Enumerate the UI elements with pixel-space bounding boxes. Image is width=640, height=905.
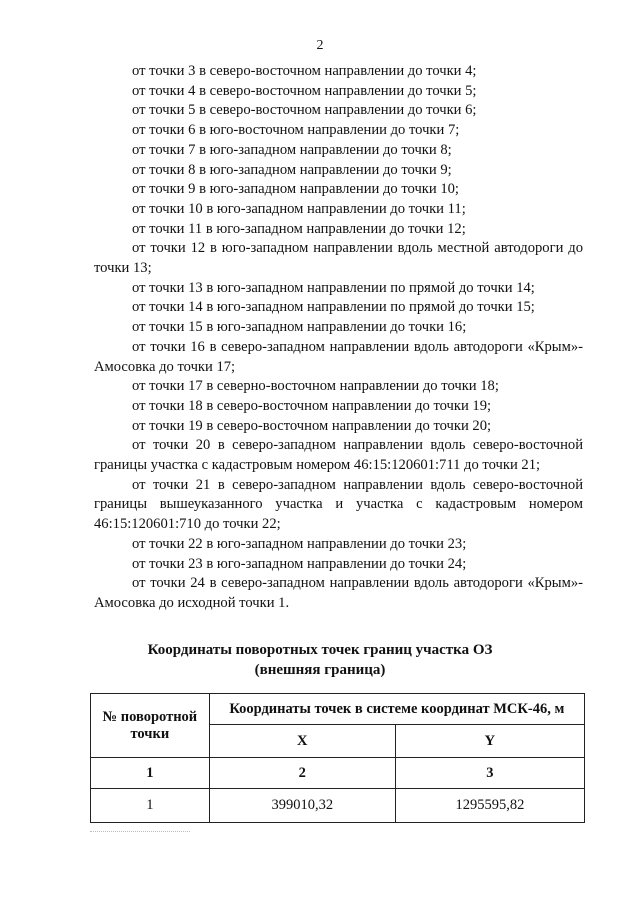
paragraph: от точки 11 в юго-западном направлении до точки 12; [132, 220, 466, 237]
paragraph: от точки 7 в юго-западном направлении до точки 8; [132, 141, 452, 158]
coordinates-table [90, 693, 585, 823]
paragraph: от точки 21 в северо-западном направлении вдоль северо-восточной границы вышеуказанного участка и участка с кадастровым номером 46:15:120601:710 до точки 22; [94, 476, 583, 533]
coordinates-header: Координаты точек в системе координат МСК-46, м [209, 694, 584, 725]
index-cell: 2 [209, 758, 395, 789]
index-cell: 1 [91, 758, 210, 789]
paragraph: от точки 10 в юго-западном направлении до точки 11; [132, 200, 466, 217]
paragraph: от точки 19 в северо-восточном направлении до точки 20; [132, 417, 492, 434]
point-number-header: № поворотной точки [91, 694, 210, 758]
heading-line-1: Координаты поворотных точек границ участка ОЗ [147, 642, 493, 658]
paragraph: от точки 9 в юго-западном направлении до точки 10; [132, 181, 459, 198]
paragraph: от точки 12 в юго-западном направлении вдоль местной автодороги до точки 13; [94, 240, 583, 277]
paragraph: от точки 22 в юго-западном направлении до точки 23; [132, 535, 467, 552]
x-value-cell: 399010,32 [209, 789, 395, 823]
table-row [91, 789, 585, 823]
heading-line-2: (внешняя граница) [254, 662, 386, 678]
index-row [91, 758, 585, 789]
paragraph: от точки 23 в юго-западном направлении до точки 24; [132, 555, 467, 572]
paragraph: от точки 6 в юго-восточном направлении до точки 7; [132, 122, 460, 139]
page-number: 2 [316, 38, 324, 53]
paragraph: от точки 15 в юго-западном направлении до точки 16; [132, 319, 467, 336]
paragraph: от точки 20 в северо-западном направлении вдоль северо-восточной границы участка с кадастровым номером 46:15:120601:711 до точки 21; [94, 437, 583, 474]
paragraph: от точки 16 в северо-западном направлении вдоль автодороги «Крым»-Амосовка до точки 17; [94, 338, 583, 375]
paragraph: от точки 8 в юго-западном направлении до точки 9; [132, 161, 452, 178]
paragraph: от точки 13 в юго-западном направлении по прямой до точки 14; [132, 279, 535, 296]
paragraph: от точки 18 в северо-восточном направлении до точки 19; [132, 397, 492, 414]
y-value-cell: 1295595,82 [395, 789, 584, 823]
index-cell: 3 [395, 758, 584, 789]
document-body [94, 62, 583, 614]
paragraph: от точки 17 в северно-восточном направлении до точки 18; [132, 378, 499, 395]
table-heading [0, 640, 640, 680]
paragraph: от точки 14 в юго-западном направлении по прямой до точки 15; [132, 299, 535, 316]
paragraph: от точки 24 в северо-западном направлении вдоль автодороги «Крым»-Амосовка до исходной точки 1. [94, 575, 583, 611]
paragraph: от точки 4 в северо-восточном направлении до точки 5; [132, 82, 477, 99]
x-header: X [209, 725, 395, 758]
paragraph: от точки 3 в северо-восточном направлении до точки 4; [132, 63, 477, 79]
point-number-cell: 1 [91, 789, 210, 823]
y-header: Y [395, 725, 584, 758]
page-bottom-divider [90, 831, 190, 832]
paragraph: от точки 5 в северо-восточном направлении до точки 6; [132, 102, 477, 119]
